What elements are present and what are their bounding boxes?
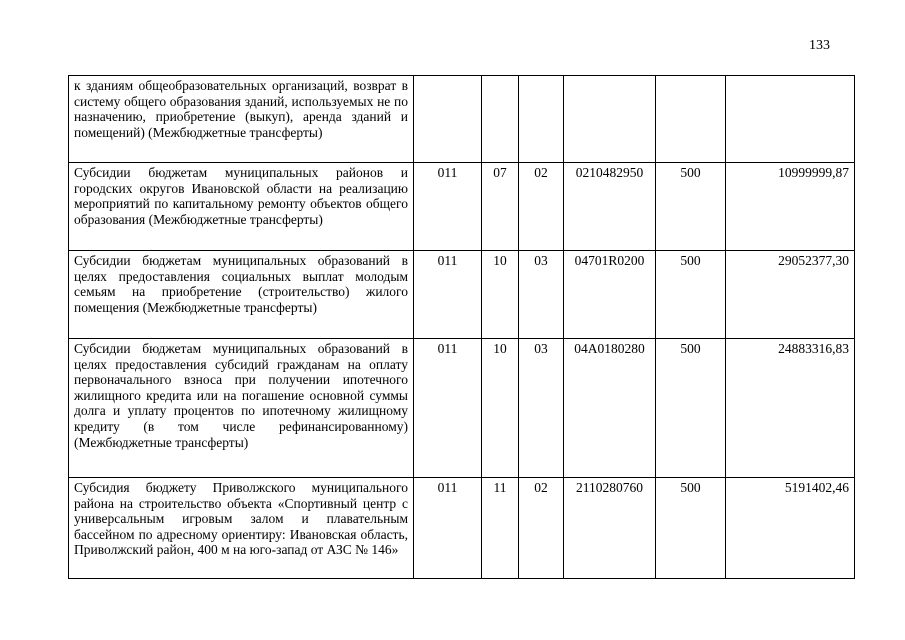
table-row xyxy=(69,339,855,478)
expense-type-code: 500 xyxy=(656,478,726,579)
ministry-code xyxy=(414,76,482,163)
subsection-code: 02 xyxy=(519,163,564,251)
table-row xyxy=(69,76,855,163)
section-code: 10 xyxy=(482,339,519,478)
table-row xyxy=(69,163,855,251)
amount: 29052377,30 xyxy=(726,251,855,339)
ministry-code: 011 xyxy=(414,478,482,579)
amount: 10999999,87 xyxy=(726,163,855,251)
amount xyxy=(726,76,855,163)
ministry-code: 011 xyxy=(414,251,482,339)
table-row xyxy=(69,251,855,339)
section-code xyxy=(482,76,519,163)
row-description: Субсидии бюджетам муниципальных образований в целях предоставления социальных выплат молодым семьям на приобретение (строительство) жилого помещения (Межбюджетные трансферты) xyxy=(69,251,414,339)
page-number: 133 xyxy=(809,38,830,53)
target-article-code xyxy=(564,76,656,163)
section-code: 11 xyxy=(482,478,519,579)
subsection-code: 02 xyxy=(519,478,564,579)
budget-table xyxy=(68,75,855,579)
row-description: Субсидии бюджетам муниципальных образований в целях предоставления субсидий гражданам на оплату первоначального взноса при получении ипотечного жилищного кредита или на погашение основной суммы долга и уплату процентов по ипотечному жилищному кредиту (в том числе рефинансированному) (Межбюджетные трансферты) xyxy=(69,339,414,478)
target-article-code: 04А0180280 xyxy=(564,339,656,478)
expense-type-code xyxy=(656,76,726,163)
subsection-code xyxy=(519,76,564,163)
target-article-code: 2110280760 xyxy=(564,478,656,579)
row-description: Субсидии бюджетам муниципальных районов и городских округов Ивановской области на реализацию мероприятий по капитальному ремонту объектов общего образования (Межбюджетные трансферты) xyxy=(69,163,414,251)
ministry-code: 011 xyxy=(414,339,482,478)
section-code: 07 xyxy=(482,163,519,251)
expense-type-code: 500 xyxy=(656,163,726,251)
amount: 5191402,46 xyxy=(726,478,855,579)
subsection-code: 03 xyxy=(519,251,564,339)
expense-type-code: 500 xyxy=(656,251,726,339)
target-article-code: 04701R0200 xyxy=(564,251,656,339)
row-description: Субсидия бюджету Приволжского муниципального района на строительство объекта «Спортивный центр с универсальным игровым залом и плавательным бассейном по адресному ориентиру: Ивановская область, Приволжский район, 400 м на юго-запад от АЗС № 146» xyxy=(69,478,414,579)
ministry-code: 011 xyxy=(414,163,482,251)
section-code: 10 xyxy=(482,251,519,339)
table-row xyxy=(69,478,855,579)
amount: 24883316,83 xyxy=(726,339,855,478)
subsection-code: 03 xyxy=(519,339,564,478)
target-article-code: 0210482950 xyxy=(564,163,656,251)
expense-type-code: 500 xyxy=(656,339,726,478)
row-description: к зданиям общеобразовательных организаций, возврат в систему общего образования зданий, используемых не по назначению, приобретение (выкуп), аренда зданий и помещений) (Межбюджетные трансферты) xyxy=(69,76,414,163)
